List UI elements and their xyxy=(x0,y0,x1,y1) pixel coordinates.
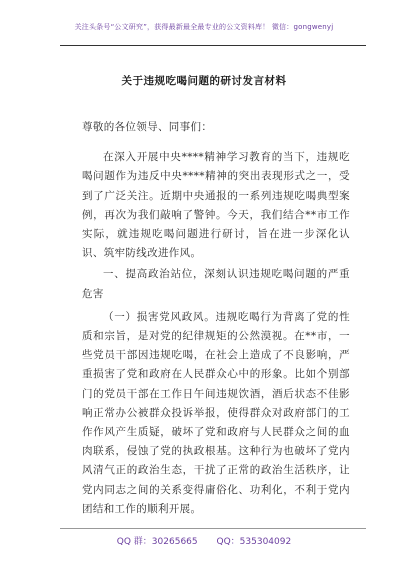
footer-divider xyxy=(60,528,366,529)
section-heading: 一、提高政治站位，深刻认识违规吃喝问题的严重危害 xyxy=(82,268,350,300)
document-title: 关于违规吃喝问题的研讨发言材料 xyxy=(121,75,287,87)
footer xyxy=(0,534,408,547)
footer-qq-group: QQ 群：30265665 xyxy=(116,537,198,547)
salutation: 尊敬的各位领导、同事们： xyxy=(82,121,213,133)
footer-qq: QQ：535304092 xyxy=(216,537,292,547)
intro-paragraph: 在深入开展中央****精神学习教育的当下，违规吃喝问题作为违反中央****精神的突出表现形式之一，受到了广泛关注。近期中央通报的一系列违规吃喝典型案例，再次为我们敲响了警钟。今天，我们结合**市工作实际，就违规吃喝问题进行研讨，旨在进一步深化认识、筑牢防线改进作风。 xyxy=(82,151,350,260)
document-body xyxy=(82,118,350,519)
header-divider xyxy=(60,45,366,46)
section-paragraph: （一）损害党风政风。违规吃喝行为背离了党的性质和宗旨，是对党的纪律规矩的公然漠视。在**市，一些党员干部因违规吃喝，在社会上造成了不良影响，严重损害了党和政府在人民群众心中的形象。比如个别部门的党员干部在工作日午间违规饮酒，酒后状态不佳影响正常办公被群众投诉举报，使得群众对政府部门的工作作风产生质疑，破坏了党和政府与人民群众之间的血肉联系，侵蚀了党的执政根基。这种行为也破坏了党内风清气正的政治生态，干扰了正常的政治生活秩序，让党内同志之间的关系变得庸俗化、功利化，不利于党内团结和工作的顺利开展。 xyxy=(82,310,350,515)
header-banner: 关注头条号“公文研究”，获得最新最全最专业的公文资料库！ 微信：gongwenyj xyxy=(74,23,334,31)
